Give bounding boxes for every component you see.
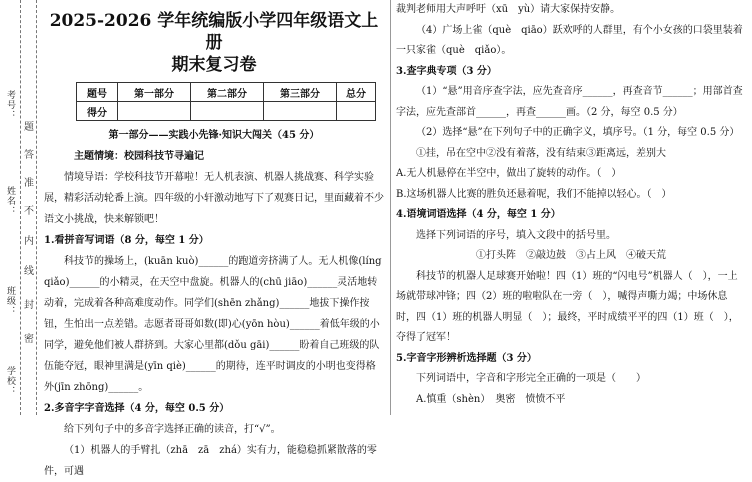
page-title: 2025-2026 学年统编版小学四年级语文上册 bbox=[49, 11, 379, 53]
school-label: 学校： bbox=[5, 366, 15, 396]
q2-title: 2.多音字字音选择（4 分，每空 0.5 分） bbox=[44, 403, 230, 414]
score-header: 第二部分 bbox=[191, 83, 264, 102]
seal-char: 不 bbox=[24, 206, 34, 217]
seal-char: 准 bbox=[24, 178, 34, 189]
q3-sentence-a: A.无人机悬停在半空中，做出了旋转的动作。（ ） bbox=[396, 168, 622, 179]
q3-title: 3.查字典专项（3 分） bbox=[396, 65, 497, 77]
q4-passage: 科技节的机器人足球赛开始啦！四（1）班的“闪电号”机器人（ ），一上场就带球冲锋；四（2）班的啦啦队在一旁（ ），喊得声嘶力竭；中场休息时，四（1）班的机器人明显（ ）；最终，平时成绩平平的四（1）班（ ），夺得了冠军！ bbox=[396, 270, 739, 343]
q5-title: 5.字音字形辨析选择题（3 分） bbox=[396, 352, 537, 364]
q3-part2: （2）选择“悬”在下列句子中的正确字义，填序号。（1 分，每空 0.5 分） bbox=[416, 127, 740, 138]
q3-meanings: ①挂，吊在空中②没有着落，没有结束③距离远，差别大 bbox=[416, 147, 666, 159]
q3-sentence-b: B.这场机器人比赛的胜负还悬着呢，我们不能掉以轻心。（ ） bbox=[396, 188, 672, 200]
score-cell[interactable] bbox=[191, 102, 264, 121]
column-divider bbox=[390, 0, 391, 415]
left-column bbox=[44, 0, 384, 477]
binding-dash-line-1 bbox=[20, 0, 21, 415]
score-header: 第三部分 bbox=[264, 83, 337, 102]
class-label: 班级： bbox=[5, 286, 15, 316]
q2-instruction: 给下列句子中的多音字选择正确的读音，打“√”。 bbox=[64, 424, 281, 435]
q1-passage: 科技节的操场上，(kuān kuò)______的跑道旁挤满了人。无人机像(líng qiǎo)______的小精灵，在天空中盘旋。机器人的(chū jiāo)______灵活地转动着，完成着各种高难度动作。同学们(shēn zhǎng)______地拔下操作按钮，生怕出一点差错。志愿者哥哥如数(即)心(yōn hòu)______着低年级的小同学，避免他们被人群挤到。大家心里都(dǒu gāi)______盼着自己班级的队伍能夺冠，眼神里满是(yīn qiè)______的期待，连平时调皮的小明也变得格外(jīn zhōng)______。 bbox=[44, 256, 382, 393]
score-row-label: 得分 bbox=[77, 102, 118, 121]
binding-margin bbox=[0, 0, 40, 415]
intro-paragraph: 情境导语：学校科技节开幕啦！无人机表演、机器人挑战赛、科学实验展，精彩活动轮番上演。四年级的小轩激动地写下了观赛日记，里面藏着不少语文小挑战，快来解锁吧！ bbox=[44, 172, 384, 225]
seal-char: 封 bbox=[24, 300, 34, 311]
exam-number-label: 考号： bbox=[5, 90, 15, 120]
seal-char: 答 bbox=[24, 150, 34, 161]
page-subtitle: 期末复习卷 bbox=[171, 55, 257, 75]
part1-heading: 第一部分——实践小先锋·知识大闯关（45 分） bbox=[108, 130, 320, 141]
name-label: 姓名： bbox=[5, 186, 15, 216]
q4-instruction: 选择下列词语的序号，填入文段中的括号里。 bbox=[416, 229, 616, 241]
q2-item-1: （1）机器人的手臂扎（zhā zā zhá）实有力，能稳稳抓紧散落的零件，可遇 bbox=[44, 445, 377, 477]
seal-char: 内 bbox=[24, 236, 34, 247]
score-header: 第一部分 bbox=[118, 83, 191, 102]
score-header: 题号 bbox=[77, 83, 118, 102]
seal-char: 题 bbox=[24, 122, 34, 133]
score-cell[interactable] bbox=[337, 102, 376, 121]
score-cell[interactable] bbox=[264, 102, 337, 121]
seal-char: 密 bbox=[24, 334, 34, 345]
q2-continued: 裁判老师用大声呼吁（xū yù）请大家保持安静。 bbox=[396, 4, 621, 15]
q1-title: 1.看拼音写词语（8 分，每空 1 分） bbox=[44, 235, 209, 246]
q2-item-4: （4）广场上雀（què qiāo）跃欢呼的人群里，有个小女孩的口袋里装着一只家雀（què qiǎo）。 bbox=[396, 24, 743, 56]
binding-dash-line-2 bbox=[36, 0, 37, 415]
score-header: 总分 bbox=[337, 83, 376, 102]
right-column bbox=[396, 0, 746, 415]
theme-line: 主题情境：校园科技节寻遍记 bbox=[74, 151, 204, 162]
q5-instruction: 下列词语中，字音和字形完全正确的一项是（ ） bbox=[416, 373, 646, 384]
q3-part1: （1）“悬”用音序查字法，应先查音序______，再查音节______；用部首查字法，应先查部首______，再查______画。（2 分，每空 0.5 分） bbox=[396, 86, 743, 118]
score-table bbox=[76, 82, 376, 121]
seal-char: 线 bbox=[24, 266, 34, 277]
score-cell[interactable] bbox=[118, 102, 191, 121]
q5-option-a: A.慎重（shèn） 奥密 愤愤不平 bbox=[416, 393, 566, 405]
q4-title: 4.语境词语选择（4 分，每空 1 分） bbox=[396, 209, 561, 220]
q4-options: ①打头阵 ②敲边鼓 ③占上风 ④破天荒 bbox=[476, 250, 666, 261]
